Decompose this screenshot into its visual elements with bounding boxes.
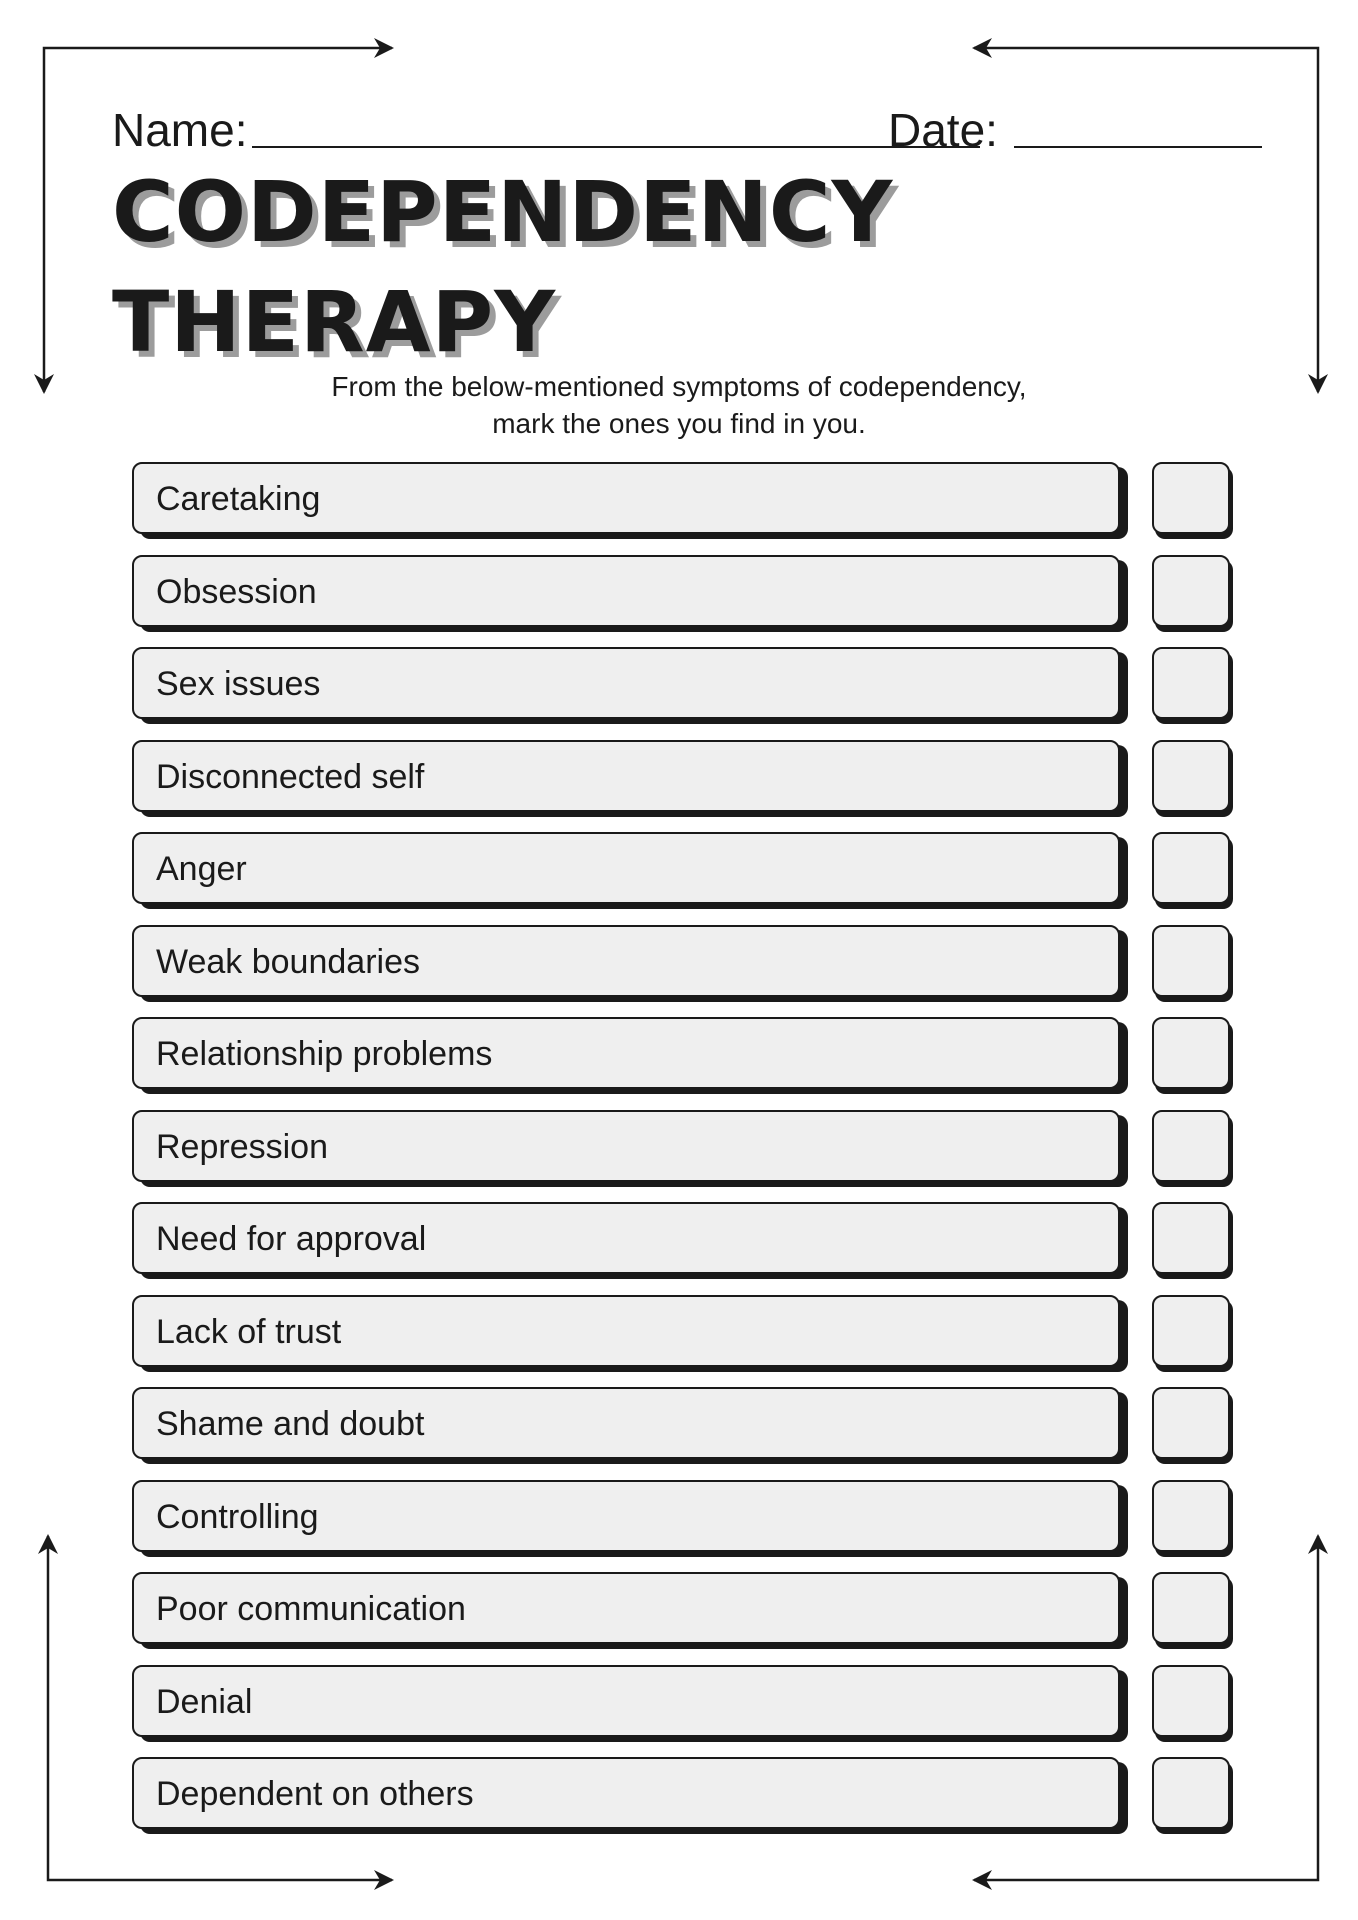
list-item [132, 1295, 1232, 1369]
symptom-label: Shame and doubt [156, 1405, 425, 1443]
list-item [132, 462, 1232, 536]
symptom-label: Sex issues [156, 665, 321, 703]
list-item [132, 1387, 1232, 1461]
list-item [132, 1757, 1232, 1831]
symptom-checkbox[interactable] [1152, 1665, 1230, 1737]
symptom-checkbox[interactable] [1152, 740, 1230, 812]
symptom-label-box [132, 1110, 1120, 1182]
list-item [132, 1110, 1232, 1184]
symptom-label-box [132, 555, 1120, 627]
symptom-label-box [132, 832, 1120, 904]
symptom-label: Need for approval [156, 1220, 427, 1258]
symptom-label: Controlling [156, 1498, 319, 1536]
list-item [132, 1480, 1232, 1554]
symptom-label-box [132, 647, 1120, 719]
instructions [0, 368, 1358, 442]
page-title-line-2: THERAPY [112, 273, 557, 371]
list-item [132, 1202, 1232, 1276]
list-item [132, 1017, 1232, 1091]
symptom-checkbox[interactable] [1152, 1202, 1230, 1274]
symptom-label: Poor communication [156, 1590, 466, 1628]
symptom-checkbox[interactable] [1152, 1110, 1230, 1182]
symptom-label-box [132, 925, 1120, 997]
symptom-label-box [132, 1480, 1120, 1552]
date-field[interactable] [1014, 146, 1262, 148]
instructions-line-2: mark the ones you find in you. [492, 408, 866, 439]
symptom-label: Obsession [156, 573, 317, 611]
page-title-line-1: CODEPENDENCY [112, 163, 894, 261]
symptom-checkbox[interactable] [1152, 462, 1230, 534]
symptom-label-box [132, 1017, 1120, 1089]
date-label: Date: [888, 104, 998, 156]
symptom-label-box [132, 1387, 1120, 1459]
symptom-label-box [132, 1665, 1120, 1737]
instructions-line-1: From the below-mentioned symptoms of codependency, [331, 371, 1027, 402]
symptom-checkbox[interactable] [1152, 1757, 1230, 1829]
symptom-label-box [132, 1757, 1120, 1829]
symptom-label-box [132, 1295, 1120, 1367]
symptom-label: Denial [156, 1683, 253, 1721]
list-item [132, 740, 1232, 814]
symptom-label-box [132, 1202, 1120, 1274]
list-item [132, 1572, 1232, 1646]
list-item [132, 1665, 1232, 1739]
symptom-checkbox[interactable] [1152, 1387, 1230, 1459]
symptom-checkbox[interactable] [1152, 832, 1230, 904]
symptom-label: Repression [156, 1128, 328, 1166]
list-item [132, 925, 1232, 999]
symptom-label-box [132, 740, 1120, 812]
symptom-checkbox[interactable] [1152, 925, 1230, 997]
symptom-checkbox[interactable] [1152, 1572, 1230, 1644]
symptom-checkbox[interactable] [1152, 1295, 1230, 1367]
list-item [132, 555, 1232, 629]
symptom-checkbox[interactable] [1152, 1480, 1230, 1552]
name-date-row [112, 102, 1262, 162]
symptom-label: Anger [156, 850, 247, 888]
name-label: Name: [112, 104, 248, 156]
symptom-label: Disconnected self [156, 758, 425, 796]
arrow-top-right-icon [974, 48, 1318, 392]
list-item [132, 647, 1232, 721]
symptom-label: Relationship problems [156, 1035, 493, 1073]
symptom-label: Dependent on others [156, 1775, 474, 1813]
symptom-checkbox[interactable] [1152, 1017, 1230, 1089]
symptom-label-box [132, 1572, 1120, 1644]
list-item [132, 832, 1232, 906]
symptom-label: Weak boundaries [156, 943, 420, 981]
symptom-label: Lack of trust [156, 1313, 342, 1351]
symptom-checkbox[interactable] [1152, 555, 1230, 627]
symptom-checkbox[interactable] [1152, 647, 1230, 719]
symptom-label-box [132, 462, 1120, 534]
name-field[interactable] [252, 146, 980, 148]
symptom-label: Caretaking [156, 480, 321, 518]
